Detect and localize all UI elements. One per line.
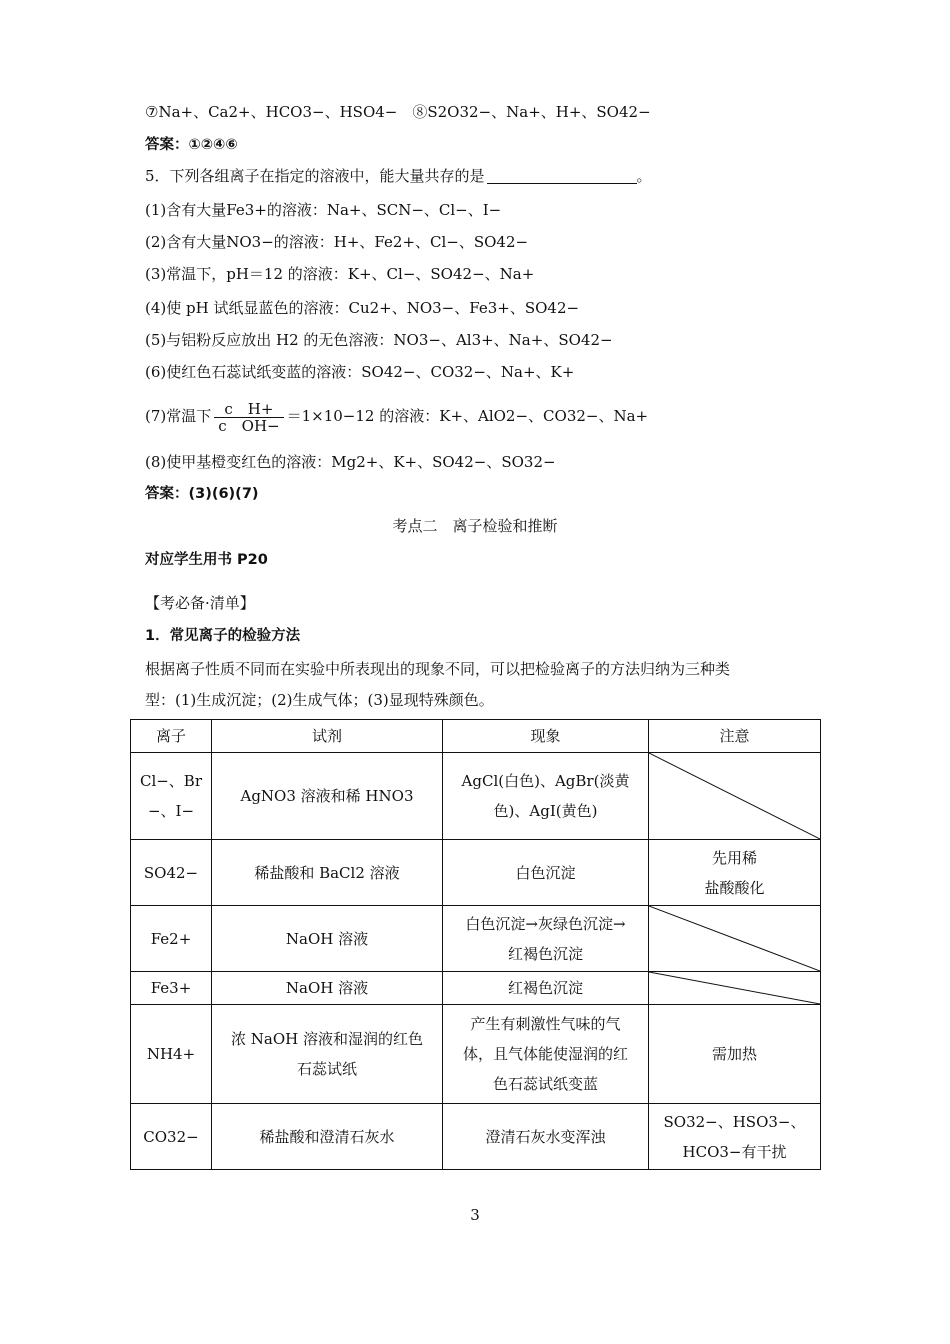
reagent-cell: NaOH 溶液 (212, 906, 443, 972)
ion-cell: SO42− (131, 840, 212, 906)
ion-cell: CO32− (131, 1104, 212, 1170)
answer-q5: 答案：(3)(6)(7) (145, 486, 259, 502)
reagent-cell: AgNO3 溶液和稀 HNO3 (212, 753, 443, 840)
phenomenon-cell: AgCl(白色)、AgBr(淡黄 色)、AgI(黄色) (443, 753, 649, 840)
question-5-text: 5．下列各组离子在指定的溶液中，能大量共存的是 (145, 167, 485, 185)
subsection-title: 1．常见离子的检验方法 (145, 628, 301, 644)
table-row (131, 753, 821, 840)
ion-test-table (130, 719, 821, 1170)
answer-blank[interactable] (487, 167, 637, 184)
table-row (131, 972, 821, 1005)
note-cell-empty (649, 753, 821, 840)
note-cell: SO32−、HSO3−、 HCO3−有干扰 (649, 1104, 821, 1170)
checklist-heading: 【考必备·清单】 (145, 594, 255, 612)
question-5 (145, 166, 652, 186)
option-5: (5)与铝粉反应放出 H2 的无色溶液：NO3−、Al3+、Na+、SO42− (145, 331, 613, 349)
fraction-numerator: c H+ (214, 401, 283, 418)
ion-cell: Fe3+ (131, 972, 212, 1005)
phenomenon-cell: 白色沉淀→灰绿色沉淀→ 红褐色沉淀 (443, 906, 649, 972)
table-row (131, 906, 821, 972)
diagonal-line (649, 753, 820, 839)
page-number: 3 (470, 1206, 480, 1224)
paragraph-line-1: 根据离子性质不同而在实验中所表现出的现象不同，可以把检验离子的方法归纳为三种类 (145, 660, 731, 678)
note-cell: 需加热 (649, 1005, 821, 1104)
option-7-pre: (7)常温下 (145, 407, 212, 425)
phenomenon-cell: 红褐色沉淀 (443, 972, 649, 1005)
header-reagent: 试剂 (212, 720, 443, 753)
diagonal-line (649, 972, 820, 1004)
reagent-cell: 稀盐酸和 BaCl2 溶液 (212, 840, 443, 906)
reagent-cell: 浓 NaOH 溶液和湿润的红色 石蕊试纸 (212, 1005, 443, 1104)
note-cell: 先用稀 盐酸酸化 (649, 840, 821, 906)
question-5-end: 。 (636, 167, 652, 185)
section-title: 考点二 离子检验和推断 (392, 517, 558, 535)
diagonal-line (649, 906, 820, 971)
table-row (131, 1104, 821, 1170)
phenomenon-cell: 澄清石灰水变浑浊 (443, 1104, 649, 1170)
reagent-cell: 稀盐酸和澄清石灰水 (212, 1104, 443, 1170)
note-cell-empty (649, 972, 821, 1005)
option-2: (2)含有大量NO3−的溶液：H+、Fe2+、Cl−、SO42− (145, 233, 529, 251)
answer-q4: 答案：①②④⑥ (145, 137, 238, 153)
header-note: 注意 (649, 720, 821, 753)
option-line-7-8: ⑦Na+、Ca2+、HCO3−、HSO4− ⑧S2O32−、Na+、H+、SO42− (145, 103, 651, 121)
table-header-row (131, 720, 821, 753)
option-7-post: ＝1×10−12 的溶液：K+、AlO2−、CO32−、Na+ (286, 407, 649, 425)
note-cell-empty (649, 906, 821, 972)
paragraph-line-2: 型：(1)生成沉淀；(2)生成气体；(3)显现特殊颜色。 (145, 691, 494, 709)
table-row (131, 840, 821, 906)
table-row (131, 1005, 821, 1104)
phenomenon-cell: 产生有刺激性气味的气 体，且气体能使湿润的红 色石蕊试纸变蓝 (443, 1005, 649, 1104)
ion-cell: Fe2+ (131, 906, 212, 972)
fraction (214, 401, 283, 434)
option-8: (8)使甲基橙变红色的溶液：Mg2+、K+、SO42−、SO32− (145, 453, 556, 471)
header-phenomenon: 现象 (443, 720, 649, 753)
reagent-cell: NaOH 溶液 (212, 972, 443, 1005)
option-4: (4)使 pH 试纸显蓝色的溶液：Cu2+、NO3−、Fe3+、SO42− (145, 299, 580, 317)
ion-cell: NH4+ (131, 1005, 212, 1104)
fraction-denominator: c OH− (218, 416, 280, 435)
phenomenon-cell: 白色沉淀 (443, 840, 649, 906)
option-6: (6)使红色石蕊试纸变蓝的溶液：SO42−、CO32−、Na+、K+ (145, 363, 575, 381)
ion-cell: Cl−、Br −、I− (131, 753, 212, 840)
textbook-ref: 对应学生用书 P20 (145, 552, 268, 568)
option-7 (145, 396, 648, 436)
option-3: (3)常温下，pH＝12 的溶液：K+、Cl−、SO42−、Na+ (145, 265, 535, 283)
option-1: (1)含有大量Fe3+的溶液：Na+、SCN−、Cl−、I− (145, 201, 502, 219)
header-ion: 离子 (131, 720, 212, 753)
